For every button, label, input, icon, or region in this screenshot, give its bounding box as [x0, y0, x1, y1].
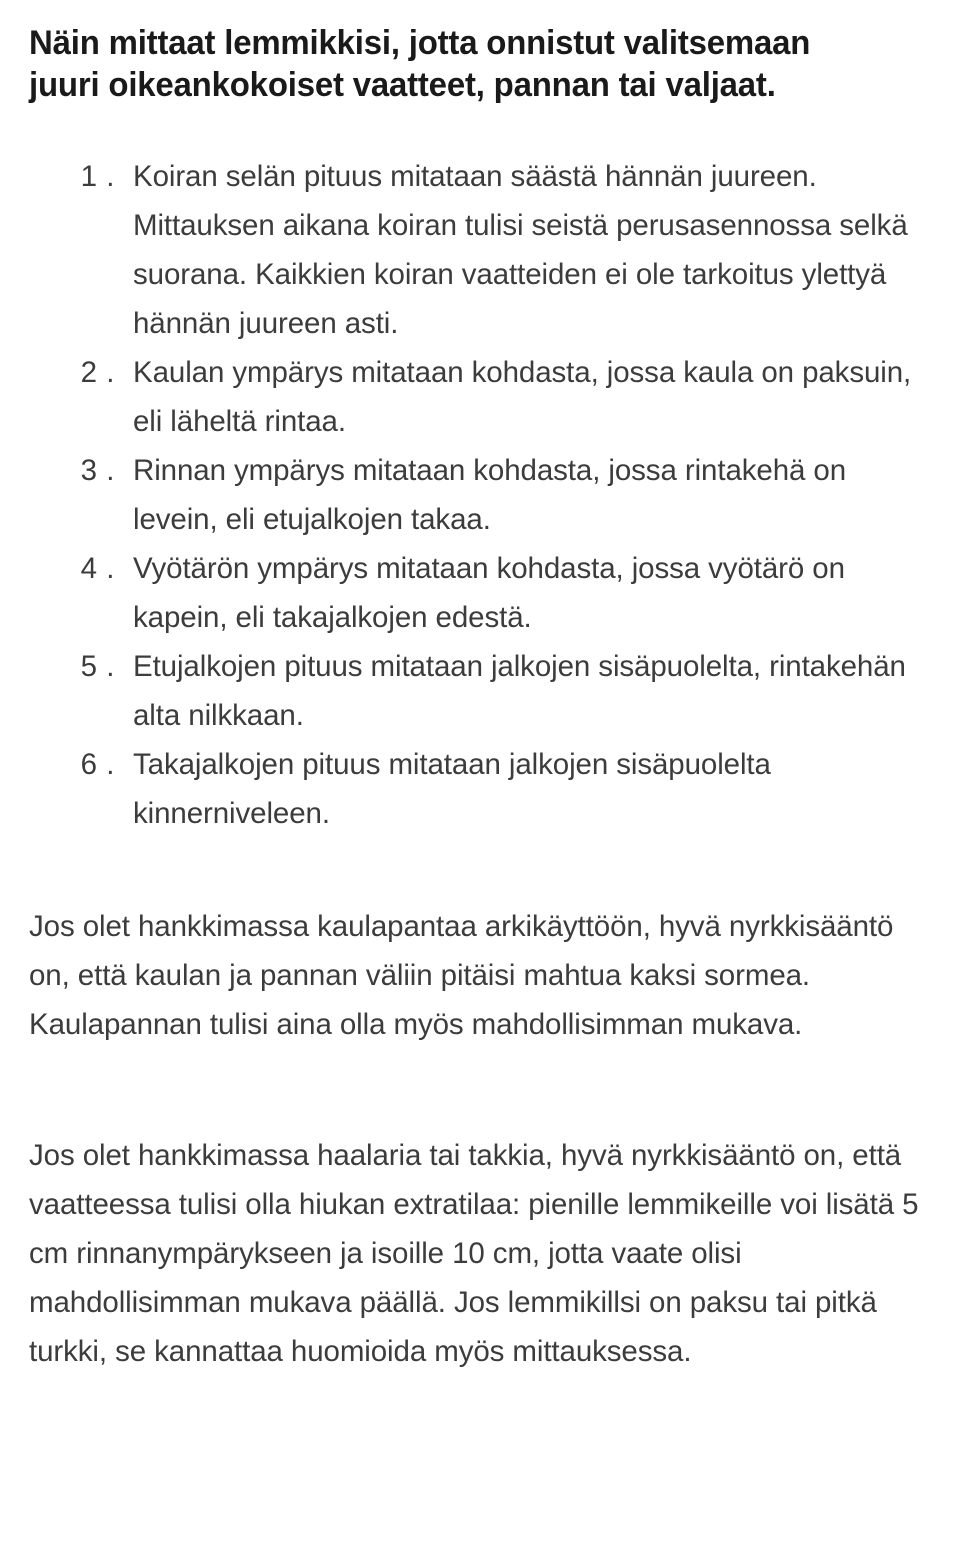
list-item [29, 740, 928, 838]
page-title: Näin mittaat lemmikkisi, jotta onnistut valitsemaan juuri oikeankokoiset vaatteet, pannan tai valjaat. [29, 24, 811, 104]
list-item [29, 446, 928, 544]
list-item-text: Koiran selän pituus mitataan säästä hännän juureen. Mittauksen aikana koiran tulisi seistä perusasennossa selkä suorana. Kaikkien koiran vaatteiden ei ole tarkoitus ylettyä hännän juureen asti. [133, 160, 908, 340]
body-paragraph-collar: Jos olet hankkimassa kaulapantaa arkikäyttöön, hyvä nyrkkisääntö on, että kaulan ja pannan väliin pitäisi mahtua kaksi sormea. Kaulapannan tulisi aina olla myös mahdollisimman mukava. [29, 910, 894, 1041]
body-paragraph-overall: Jos olet hankkimassa haalaria tai takkia, hyvä nyrkkisääntö on, että vaatteessa tulisi olla hiukan extratilaa: pienille lemmikeille voi lisätä 5 cm rinnanympärykseen ja isoille 10 cm, jotta vaate olisi mahdollisimman mukava päällä. Jos lemmikillsi on paksu tai pitkä turkki, se kannattaa huomioida myös mittauksessa. [29, 1139, 919, 1368]
list-item-text: Kaulan ympärys mitataan kohdasta, jossa kaula on paksuin, eli läheltä rintaa. [133, 356, 912, 438]
list-item-text: Rinnan ympärys mitataan kohdasta, jossa rintakehä on levein, eli etujalkojen takaa. [133, 454, 847, 536]
measurement-steps-list [29, 152, 928, 838]
list-item [29, 152, 928, 348]
list-item [29, 348, 928, 446]
list-item-text: Takajalkojen pituus mitataan jalkojen sisäpuolelta kinnerniveleen. [133, 748, 771, 830]
list-item [29, 642, 928, 740]
list-item-text: Etujalkojen pituus mitataan jalkojen sisäpuolelta, rintakehän alta nilkkaan. [133, 650, 906, 732]
list-item [29, 544, 928, 642]
list-item-text: Vyötärön ympärys mitataan kohdasta, jossa vyötärö on kapein, eli takajalkojen edestä. [133, 552, 845, 634]
